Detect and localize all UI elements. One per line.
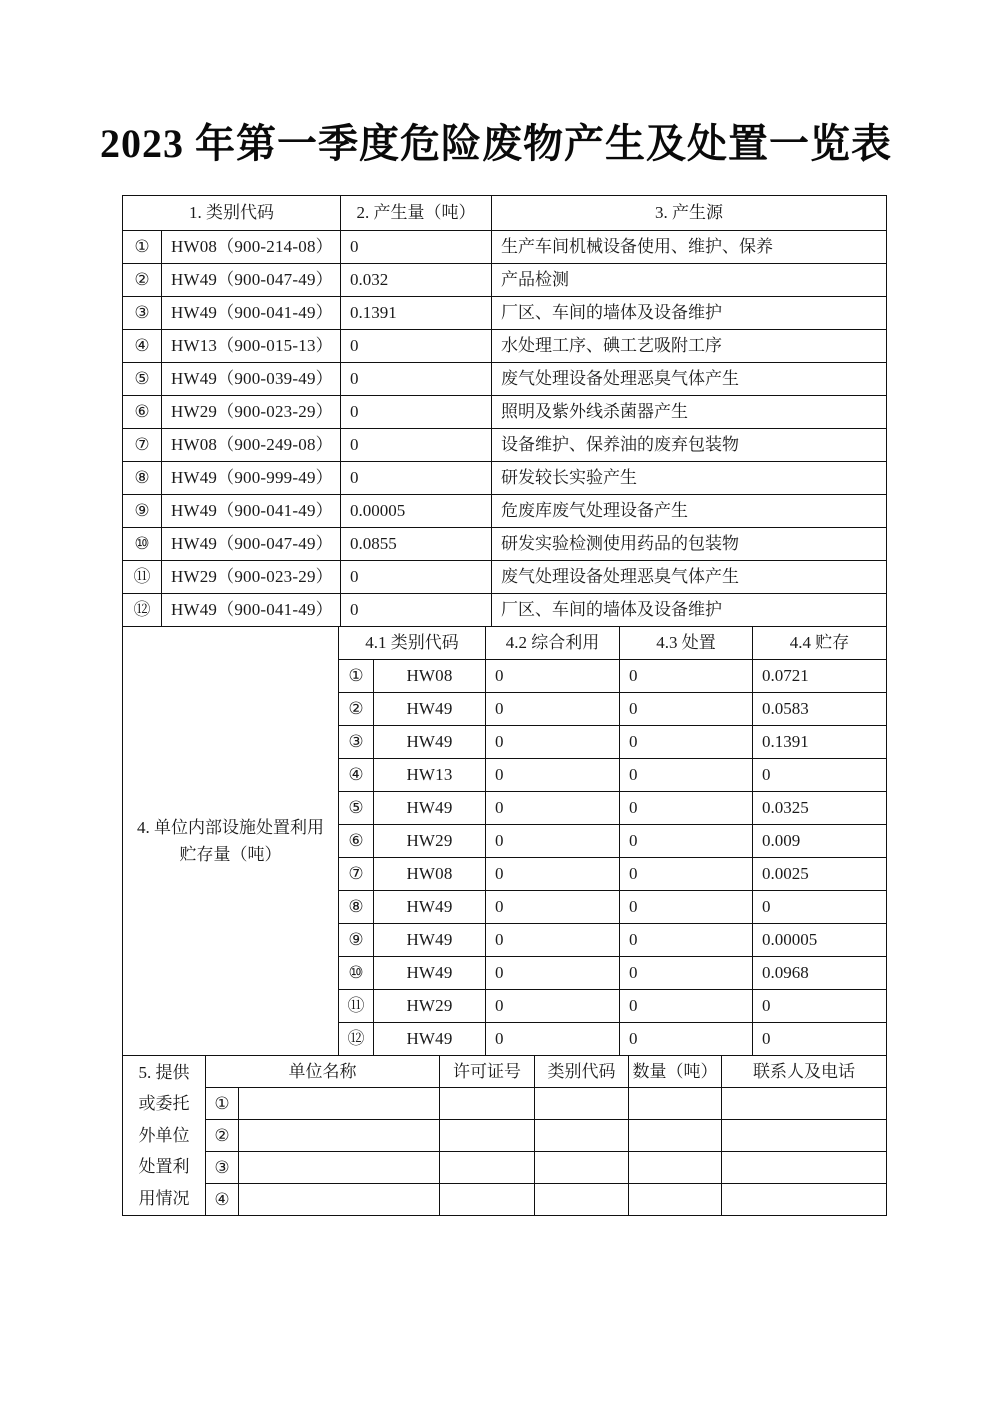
row-number-cell: ⑫ xyxy=(123,594,162,627)
row-number-cell: ⑧ xyxy=(339,891,374,924)
section5-header-category-code: 类别代码 xyxy=(535,1056,629,1088)
source-cell: 生产车间机械设备使用、维护、保养 xyxy=(492,231,887,264)
disposal-cell: 0 xyxy=(620,957,753,990)
storage-cell: 0 xyxy=(753,1023,887,1056)
source-cell: 产品检测 xyxy=(492,264,887,297)
row-number-cell: ⑦ xyxy=(339,858,374,891)
row-number-cell: ⑩ xyxy=(123,528,162,561)
storage-cell: 0.0968 xyxy=(753,957,887,990)
row-number-cell: ③ xyxy=(206,1152,239,1184)
waste-code-cell: HW49 xyxy=(374,957,486,990)
category-code-cell xyxy=(535,1184,629,1216)
waste-code-cell: HW49（900-041-49） xyxy=(162,594,341,627)
table-row xyxy=(123,594,887,627)
section4-label-line1: 4. 单位内部设施处置利用 xyxy=(137,817,324,837)
amount-cell: 0.00005 xyxy=(341,495,492,528)
license-cell xyxy=(440,1120,535,1152)
license-cell xyxy=(440,1152,535,1184)
document-title: 2023 年第一季度危险废物产生及处置一览表 xyxy=(100,121,892,166)
amount-cell: 0 xyxy=(341,330,492,363)
contact-cell xyxy=(722,1088,887,1120)
use-cell: 0 xyxy=(486,891,620,924)
use-cell: 0 xyxy=(486,660,620,693)
amount-cell: 0 xyxy=(341,429,492,462)
table-row xyxy=(123,1152,887,1184)
use-cell: 0 xyxy=(486,825,620,858)
row-number-cell: ④ xyxy=(206,1184,239,1216)
storage-cell: 0.0325 xyxy=(753,792,887,825)
source-cell: 照明及紫外线杀菌器产生 xyxy=(492,396,887,429)
disposal-cell: 0 xyxy=(620,693,753,726)
tables-container xyxy=(122,195,886,1216)
row-number-cell: ⑤ xyxy=(123,363,162,396)
waste-code-cell: HW49 xyxy=(374,924,486,957)
unit-name-cell xyxy=(239,1120,440,1152)
amount-cell: 0 xyxy=(341,231,492,264)
disposal-cell: 0 xyxy=(620,759,753,792)
amount-cell: 0 xyxy=(341,363,492,396)
license-cell xyxy=(440,1184,535,1216)
category-code-cell xyxy=(535,1152,629,1184)
use-cell: 0 xyxy=(486,858,620,891)
row-number-cell: ⑥ xyxy=(339,825,374,858)
disposal-cell: 0 xyxy=(620,660,753,693)
waste-code-cell: HW49 xyxy=(374,792,486,825)
storage-cell: 0.009 xyxy=(753,825,887,858)
waste-code-cell: HW08 xyxy=(374,660,486,693)
source-cell: 废气处理设备处理恶臭气体产生 xyxy=(492,561,887,594)
storage-cell: 0.0721 xyxy=(753,660,887,693)
section5-label-line: 或委托 xyxy=(138,1094,190,1114)
waste-code-cell: HW29 xyxy=(374,825,486,858)
section5-header-row xyxy=(123,1056,887,1088)
storage-cell: 0.0583 xyxy=(753,693,887,726)
section5-label-line: 用情况 xyxy=(138,1188,190,1208)
amount-cell: 0.1391 xyxy=(341,297,492,330)
source-cell: 厂区、车间的墙体及设备维护 xyxy=(492,297,887,330)
table-row xyxy=(123,1120,887,1152)
row-number-cell: ① xyxy=(206,1088,239,1120)
amount-cell xyxy=(629,1088,722,1120)
waste-code-cell: HW29（900-023-29） xyxy=(162,396,341,429)
amount-cell xyxy=(629,1120,722,1152)
section5-label-line: 外单位 xyxy=(138,1125,190,1145)
contact-cell xyxy=(722,1152,887,1184)
table-row xyxy=(123,396,887,429)
waste-code-cell: HW49 xyxy=(374,1023,486,1056)
waste-code-cell: HW13 xyxy=(374,759,486,792)
section1-header-source: 3. 产生源 xyxy=(492,196,887,231)
row-number-cell: ① xyxy=(123,231,162,264)
use-cell: 0 xyxy=(486,759,620,792)
source-cell: 研发实验检测使用药品的包装物 xyxy=(492,528,887,561)
amount-cell: 0.032 xyxy=(341,264,492,297)
row-number-cell: ④ xyxy=(339,759,374,792)
waste-code-cell: HW49（900-041-49） xyxy=(162,297,341,330)
disposal-cell: 0 xyxy=(620,891,753,924)
row-number-cell: ④ xyxy=(123,330,162,363)
source-cell: 研发较长实验产生 xyxy=(492,462,887,495)
section5-header-contact: 联系人及电话 xyxy=(722,1056,887,1088)
row-number-cell: ⑨ xyxy=(339,924,374,957)
section1-generation-table xyxy=(122,195,887,627)
use-cell: 0 xyxy=(486,990,620,1023)
waste-code-cell: HW08（900-214-08） xyxy=(162,231,341,264)
disposal-cell: 0 xyxy=(620,990,753,1023)
use-cell: 0 xyxy=(486,726,620,759)
waste-code-cell: HW08（900-249-08） xyxy=(162,429,341,462)
section1-header-generated-amount: 2. 产生量（吨） xyxy=(341,196,492,231)
row-number-cell: ⑦ xyxy=(123,429,162,462)
row-number-cell: ① xyxy=(339,660,374,693)
storage-cell: 0 xyxy=(753,759,887,792)
disposal-cell: 0 xyxy=(620,726,753,759)
row-number-cell: ⑥ xyxy=(123,396,162,429)
table-row xyxy=(123,231,887,264)
section4-header-category-code: 4.1 类别代码 xyxy=(339,627,486,660)
section4-header-comprehensive-use: 4.2 综合利用 xyxy=(486,627,620,660)
table-row xyxy=(123,429,887,462)
use-cell: 0 xyxy=(486,957,620,990)
source-cell: 废气处理设备处理恶臭气体产生 xyxy=(492,363,887,396)
table-row xyxy=(123,1088,887,1120)
row-number-cell: ⑪ xyxy=(339,990,374,1023)
section4-header-disposal: 4.3 处置 xyxy=(620,627,753,660)
amount-cell: 0 xyxy=(341,462,492,495)
unit-name-cell xyxy=(239,1088,440,1120)
row-number-cell: ② xyxy=(339,693,374,726)
storage-cell: 0 xyxy=(753,891,887,924)
table-row xyxy=(123,264,887,297)
disposal-cell: 0 xyxy=(620,924,753,957)
row-number-cell: ⑩ xyxy=(339,957,374,990)
section4-header-row xyxy=(123,627,887,660)
section4-header-storage: 4.4 贮存 xyxy=(753,627,887,660)
license-cell xyxy=(440,1088,535,1120)
table-row xyxy=(123,561,887,594)
unit-name-cell xyxy=(239,1184,440,1216)
section5-external-units-table xyxy=(122,1055,887,1216)
section4-label-line2: 贮存量（吨） xyxy=(179,845,282,864)
storage-cell: 0.0025 xyxy=(753,858,887,891)
disposal-cell: 0 xyxy=(620,792,753,825)
storage-cell: 0.1391 xyxy=(753,726,887,759)
amount-cell xyxy=(629,1184,722,1216)
table-row xyxy=(123,495,887,528)
table-row xyxy=(123,462,887,495)
waste-code-cell: HW49 xyxy=(374,693,486,726)
use-cell: 0 xyxy=(486,924,620,957)
waste-code-cell: HW49（900-047-49） xyxy=(162,264,341,297)
section4-label-cell xyxy=(123,627,339,1056)
section5-header-unit-name: 单位名称 xyxy=(206,1056,440,1088)
row-number-cell: ③ xyxy=(123,297,162,330)
disposal-cell: 0 xyxy=(620,858,753,891)
use-cell: 0 xyxy=(486,1023,620,1056)
waste-code-cell: HW49（900-999-49） xyxy=(162,462,341,495)
section4-internal-facility-table xyxy=(122,626,887,1056)
amount-cell: 0.0855 xyxy=(341,528,492,561)
section5-header-amount: 数量（吨） xyxy=(629,1056,722,1088)
storage-cell: 0.00005 xyxy=(753,924,887,957)
waste-code-cell: HW08 xyxy=(374,858,486,891)
contact-cell xyxy=(722,1184,887,1216)
category-code-cell xyxy=(535,1088,629,1120)
waste-code-cell: HW29 xyxy=(374,990,486,1023)
use-cell: 0 xyxy=(486,693,620,726)
section5-label-line: 5. 提供 xyxy=(138,1062,190,1082)
amount-cell: 0 xyxy=(341,396,492,429)
waste-code-cell: HW49 xyxy=(374,891,486,924)
waste-code-cell: HW49（900-041-49） xyxy=(162,495,341,528)
disposal-cell: 0 xyxy=(620,825,753,858)
row-number-cell: ② xyxy=(123,264,162,297)
contact-cell xyxy=(722,1120,887,1152)
section5-label-cell xyxy=(123,1056,206,1216)
amount-cell xyxy=(629,1152,722,1184)
waste-code-cell: HW49（900-047-49） xyxy=(162,528,341,561)
section1-header-row xyxy=(123,196,887,231)
category-code-cell xyxy=(535,1120,629,1152)
section1-header-category-code: 1. 类别代码 xyxy=(123,196,341,231)
waste-code-cell: HW49（900-039-49） xyxy=(162,363,341,396)
waste-code-cell: HW49 xyxy=(374,726,486,759)
use-cell: 0 xyxy=(486,792,620,825)
row-number-cell: ⑫ xyxy=(339,1023,374,1056)
disposal-cell: 0 xyxy=(620,1023,753,1056)
section5-header-license-no: 许可证号 xyxy=(440,1056,535,1088)
table-row xyxy=(123,363,887,396)
unit-name-cell xyxy=(239,1152,440,1184)
row-number-cell: ③ xyxy=(339,726,374,759)
storage-cell: 0 xyxy=(753,990,887,1023)
row-number-cell: ⑧ xyxy=(123,462,162,495)
waste-code-cell: HW29（900-023-29） xyxy=(162,561,341,594)
amount-cell: 0 xyxy=(341,561,492,594)
amount-cell: 0 xyxy=(341,594,492,627)
table-row xyxy=(123,297,887,330)
table-row xyxy=(123,528,887,561)
row-number-cell: ⑪ xyxy=(123,561,162,594)
source-cell: 水处理工序、碘工艺吸附工序 xyxy=(492,330,887,363)
section5-label-line: 处置利 xyxy=(138,1157,190,1177)
source-cell: 厂区、车间的墙体及设备维护 xyxy=(492,594,887,627)
row-number-cell: ⑨ xyxy=(123,495,162,528)
table-row xyxy=(123,330,887,363)
source-cell: 设备维护、保养油的废弃包装物 xyxy=(492,429,887,462)
row-number-cell: ② xyxy=(206,1120,239,1152)
table-row xyxy=(123,1184,887,1216)
row-number-cell: ⑤ xyxy=(339,792,374,825)
waste-code-cell: HW13（900-015-13） xyxy=(162,330,341,363)
source-cell: 危废库废气处理设备产生 xyxy=(492,495,887,528)
